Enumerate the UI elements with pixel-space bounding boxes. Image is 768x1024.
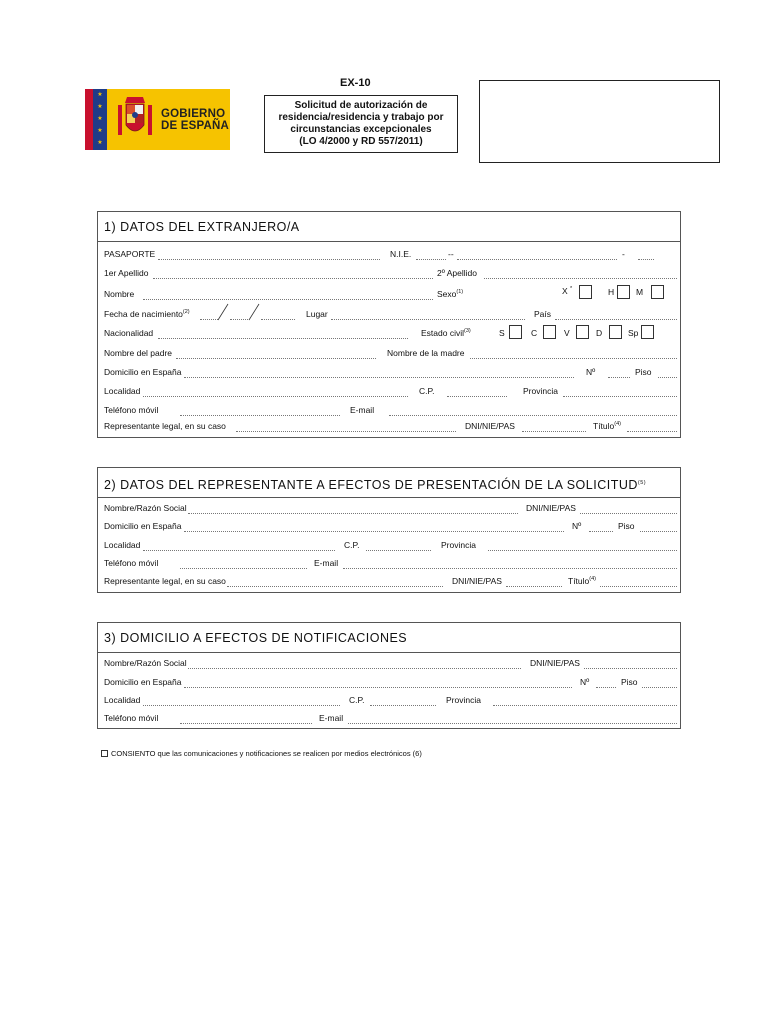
field-email[interactable] <box>389 415 677 416</box>
label-dni: DNI/NIE/PAS <box>465 421 515 431</box>
field-representante[interactable] <box>227 586 443 587</box>
field-nie-number[interactable] <box>457 259 617 260</box>
label-cp: C.P. <box>349 695 365 705</box>
label-nacionalidad: Nacionalidad <box>104 328 154 338</box>
label-estado-civil <box>421 328 471 338</box>
label-ec-s: S <box>499 328 505 338</box>
logo-text-line2: DE ESPAÑA <box>161 120 230 132</box>
date-slash-icon <box>216 303 230 321</box>
label-nombre: Nombre <box>104 289 135 299</box>
note-ref: (3) <box>464 328 471 335</box>
label-provincia: Provincia <box>446 695 481 705</box>
field-nombre[interactable] <box>143 299 433 300</box>
field-nombre-padre[interactable] <box>176 358 376 359</box>
label-nombre-razon: Nombre/Razón Social <box>104 658 187 668</box>
label-sexo-x-text: X <box>562 286 568 296</box>
label-email: E-mail <box>350 405 375 415</box>
label-sexo-text: Sexo <box>437 289 457 299</box>
field-fecha-mes[interactable] <box>230 319 248 320</box>
label-estado-civil-text: Estado civil <box>421 328 464 338</box>
form-title-line: circunstancias excepcionales <box>290 124 432 135</box>
field-lugar[interactable] <box>331 319 525 320</box>
section-datos-extranjero <box>97 211 681 438</box>
field-apellido1[interactable] <box>153 278 433 279</box>
field-dni[interactable] <box>580 513 677 514</box>
label-titulo <box>568 576 596 586</box>
checkbox-sexo-m[interactable] <box>651 285 664 299</box>
section-title: 1) DATOS DEL EXTRANJERO/A <box>98 212 680 242</box>
label-domicilio: Domicilio en España <box>104 367 182 377</box>
form-title-line: residencia/residencia y trabajo por <box>278 112 444 123</box>
label-apellido2: 2º Apellido <box>437 268 477 278</box>
label-dni: DNI/NIE/PAS <box>530 658 580 668</box>
field-dni2[interactable] <box>506 586 562 587</box>
note-ref: * <box>570 286 573 293</box>
field-email[interactable] <box>348 723 677 724</box>
label-ec-c: C <box>531 328 538 338</box>
label-nie: N.I.E. <box>390 249 412 259</box>
logo-text <box>161 108 229 132</box>
checkbox-estado-divorciado[interactable] <box>609 325 622 339</box>
consent-checkbox[interactable] <box>101 750 108 757</box>
label-piso: Piso <box>618 521 635 531</box>
field-domicilio[interactable] <box>184 687 572 688</box>
field-piso[interactable] <box>642 687 677 688</box>
label-apellido1: 1er Apellido <box>104 268 149 278</box>
label-piso: Piso <box>621 677 638 687</box>
eu-stars-icon: ★ ★ ★ ★ ★ <box>97 92 103 146</box>
field-nacionalidad[interactable] <box>158 338 408 339</box>
field-domicilio[interactable] <box>184 531 564 532</box>
field-representante[interactable] <box>236 431 456 432</box>
label-titulo-text: Título <box>568 576 590 586</box>
registry-stamp-box <box>479 80 720 163</box>
label-titulo <box>593 421 621 431</box>
checkbox-estado-soltero[interactable] <box>509 325 522 339</box>
nie-separator: - <box>622 249 625 259</box>
field-pais[interactable] <box>555 319 677 320</box>
field-nombre-razon[interactable] <box>188 513 518 514</box>
field-nie-control[interactable] <box>638 259 654 260</box>
note-ref: (4) <box>589 576 596 583</box>
label-sexo-h: H <box>608 287 615 297</box>
label-localidad: Localidad <box>104 386 141 396</box>
form-title-box <box>264 95 458 153</box>
field-apellido2[interactable] <box>484 278 677 279</box>
label-localidad: Localidad <box>104 695 141 705</box>
label-domicilio: Domicilio en España <box>104 521 182 531</box>
field-nie-letter[interactable] <box>416 259 446 260</box>
label-numero: Nº <box>586 367 596 377</box>
label-dni2: DNI/NIE/PAS <box>452 576 502 586</box>
label-nombre-padre: Nombre del padre <box>104 348 173 358</box>
label-cp: C.P. <box>344 540 360 550</box>
label-nombre-razon: Nombre/Razón Social <box>104 503 187 513</box>
form-code: EX-10 <box>340 77 371 89</box>
field-provincia[interactable] <box>563 396 677 397</box>
label-numero: Nº <box>580 677 590 687</box>
field-nombre-razon[interactable] <box>188 668 521 669</box>
gobierno-logo <box>85 89 230 150</box>
checkbox-estado-separado[interactable] <box>641 325 654 339</box>
label-ec-v: V <box>564 328 570 338</box>
section-domicilio-notificaciones <box>97 622 681 729</box>
logo-text-line1: GOBIERNO <box>161 108 226 120</box>
field-titulo[interactable] <box>627 431 677 432</box>
label-sexo <box>437 289 463 299</box>
label-pais: País <box>534 309 552 319</box>
label-ec-d: D <box>596 328 603 338</box>
field-titulo[interactable] <box>600 586 677 587</box>
consent-label: CONSIENTO que las comunicaciones y notificaciones se realicen por medios electrónicos (6) <box>111 749 422 758</box>
section-title: 3) DOMICILIO A EFECTOS DE NOTIFICACIONES <box>98 623 680 653</box>
field-localidad[interactable] <box>143 550 335 551</box>
field-telefono[interactable] <box>180 415 340 416</box>
field-nombre-madre[interactable] <box>470 358 677 359</box>
field-piso[interactable] <box>658 377 677 378</box>
section-title-text: 2) DATOS DEL REPRESENTANTE A EFECTOS DE PRESENTACIÓN DE LA SOLICITUD <box>104 478 638 493</box>
label-email: E-mail <box>314 558 339 568</box>
label-ec-sp: Sp <box>628 328 639 338</box>
label-representante: Representante legal, en su caso <box>104 421 226 431</box>
section-title <box>98 468 680 498</box>
label-provincia: Provincia <box>523 386 558 396</box>
field-localidad[interactable] <box>143 705 340 706</box>
coat-of-arms-icon <box>115 95 155 143</box>
form-title-line: Solicitud de autorización de <box>294 100 428 111</box>
label-piso: Piso <box>635 367 652 377</box>
label-telefono: Teléfono móvil <box>104 558 159 568</box>
field-pasaporte[interactable] <box>158 259 380 260</box>
label-telefono: Teléfono móvil <box>104 713 159 723</box>
field-numero[interactable] <box>596 687 616 688</box>
label-lugar: Lugar <box>306 309 328 319</box>
field-cp[interactable] <box>447 396 507 397</box>
field-provincia[interactable] <box>488 550 677 551</box>
field-fecha-anio[interactable] <box>261 319 295 320</box>
note-ref: (2) <box>182 309 190 316</box>
field-domicilio[interactable] <box>184 377 574 378</box>
field-cp[interactable] <box>366 550 431 551</box>
field-piso[interactable] <box>640 531 677 532</box>
note-ref: (5) <box>637 480 647 486</box>
label-representante: Representante legal, en su caso <box>104 576 226 586</box>
label-email: E-mail <box>319 713 344 723</box>
section-datos-representante <box>97 467 681 593</box>
label-fecha-nacimiento <box>104 309 190 319</box>
checkbox-estado-viudo[interactable] <box>576 325 589 339</box>
label-telefono: Teléfono móvil <box>104 405 159 415</box>
nie-separator: -- <box>448 249 454 259</box>
consent-row[interactable] <box>101 749 422 758</box>
field-numero[interactable] <box>589 531 613 532</box>
label-sexo-m: M <box>636 287 644 297</box>
flag-stripe-red <box>85 89 93 150</box>
label-sexo-x <box>562 286 572 296</box>
field-telefono[interactable] <box>180 568 307 569</box>
form-title-line: (LO 4/2000 y RD 557/2011) <box>299 136 423 147</box>
label-cp: C.P. <box>419 386 435 396</box>
field-email[interactable] <box>343 568 677 569</box>
label-provincia: Provincia <box>441 540 476 550</box>
field-cp[interactable] <box>370 705 436 706</box>
field-telefono[interactable] <box>180 723 312 724</box>
note-ref: (4) <box>614 421 621 428</box>
label-numero: Nº <box>572 521 582 531</box>
label-localidad: Localidad <box>104 540 141 550</box>
label-pasaporte: PASAPORTE <box>104 249 156 259</box>
note-ref: (1) <box>456 289 464 296</box>
date-slash-icon <box>247 303 261 321</box>
field-provincia[interactable] <box>493 705 677 706</box>
label-dni: DNI/NIE/PAS <box>526 503 576 513</box>
label-domicilio: Domicilio en España <box>104 677 182 687</box>
label-fecha-text: Fecha de nacimiento <box>104 309 183 319</box>
field-dni[interactable] <box>584 668 677 669</box>
label-titulo-text: Título <box>593 421 615 431</box>
field-localidad[interactable] <box>143 396 408 397</box>
field-numero[interactable] <box>608 377 630 378</box>
checkbox-sexo-x[interactable] <box>579 285 592 299</box>
checkbox-sexo-h[interactable] <box>617 285 630 299</box>
checkbox-estado-casado[interactable] <box>543 325 556 339</box>
field-dni[interactable] <box>522 431 586 432</box>
label-nombre-madre: Nombre de la madre <box>387 348 465 358</box>
